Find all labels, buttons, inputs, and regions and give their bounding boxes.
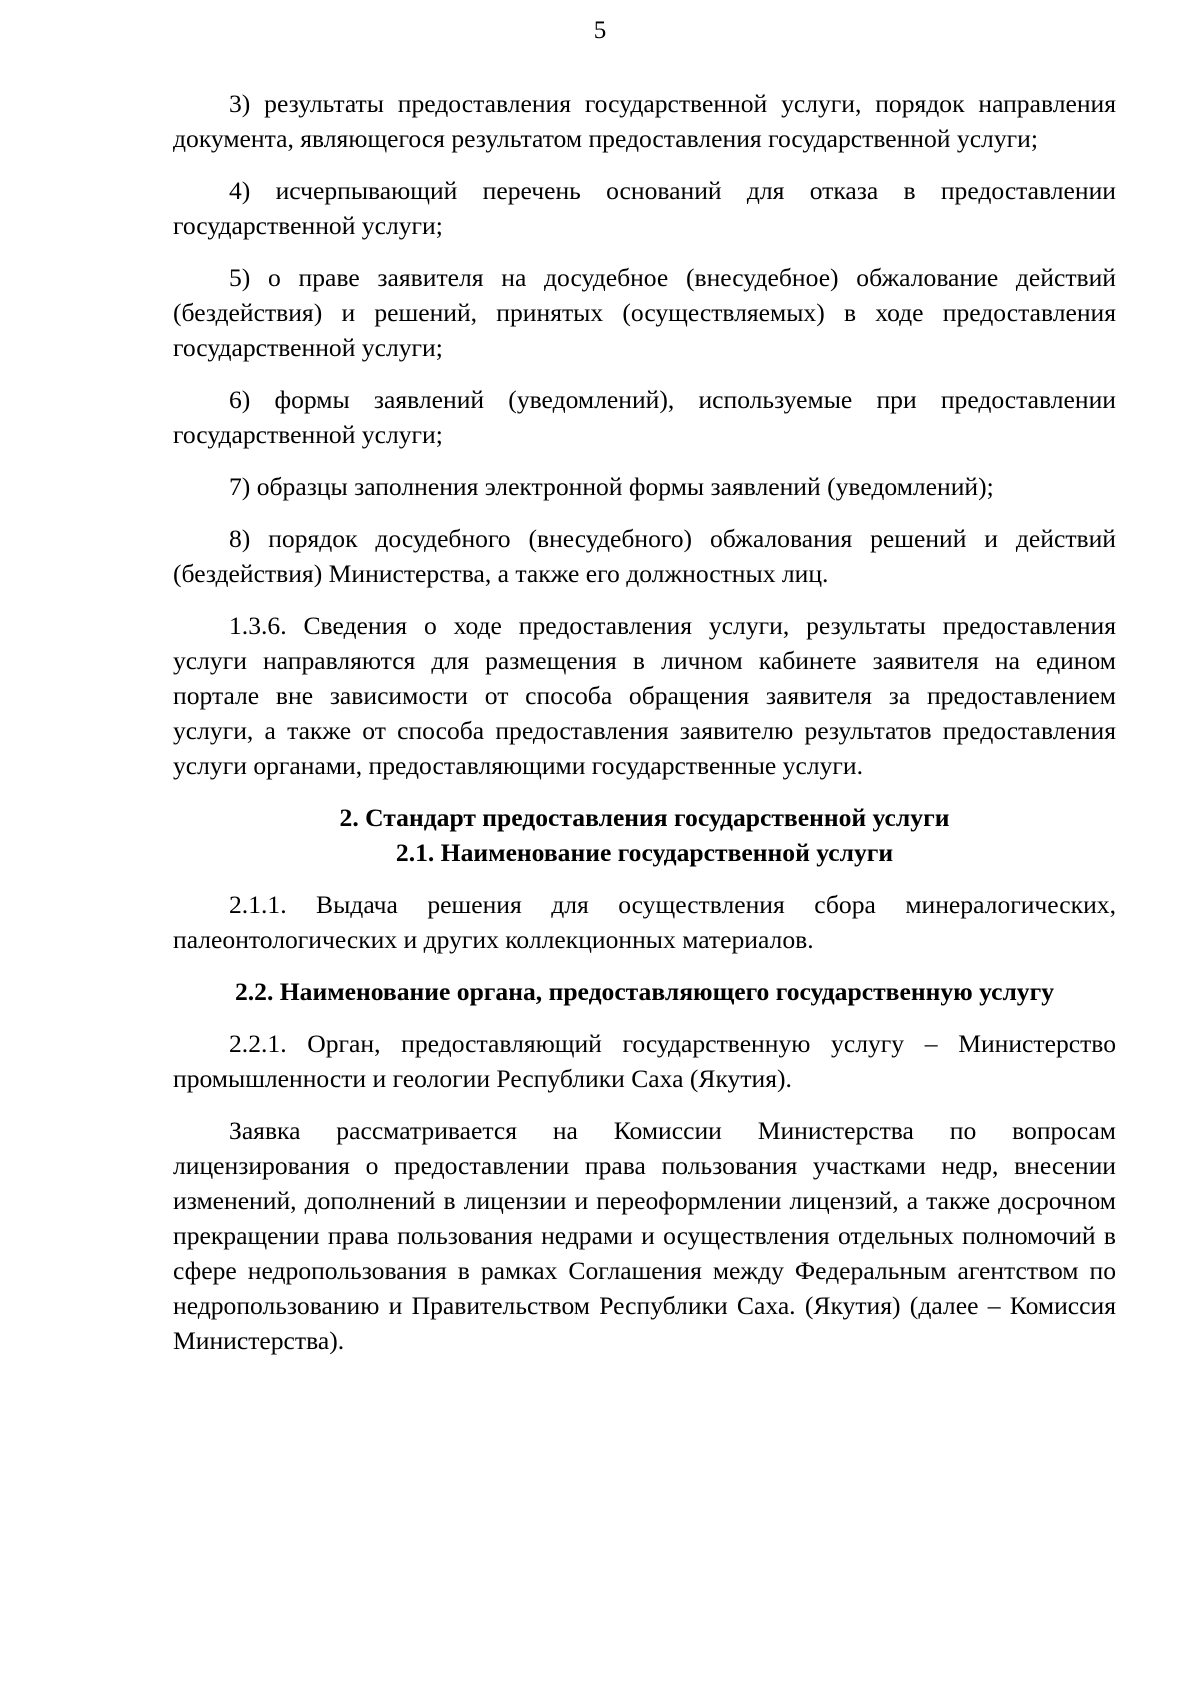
heading-section-2-2: 2.2. Наименование органа, предоставляющего государственную услугу (234, 977, 1055, 1006)
section-heading-2 (173, 800, 1116, 870)
paragraph-item-7: 7) образцы заполнения электронной формы заявлений (уведомлений); (229, 472, 994, 501)
paragraph-item-4: 4) исчерпывающий перечень оснований для отказа в предоставлении государственной услуги; (173, 176, 1116, 240)
paragraph-item-8: 8) порядок досудебного (внесудебного) обжалования решений и действий (бездействия) Министерства, а также его должностных лиц. (173, 524, 1116, 588)
paragraph-2-1-1: 2.1.1. Выдача решения для осуществления сбора минералогических, палеонтологических и других коллекционных материалов. (173, 890, 1116, 954)
paragraph-item-6: 6) формы заявлений (уведомлений), используемые при предоставлении государственной услуги; (173, 385, 1116, 449)
heading-section-2: 2. Стандарт предоставления государственной услуги (339, 803, 950, 832)
paragraph-item-5: 5) о праве заявителя на досудебное (внесудебное) обжалование действий (бездействия) и решений, принятых (осуществляемых) в ходе предоставления государственной услуги; (173, 263, 1116, 362)
page-number: 5 (593, 17, 607, 44)
paragraph-item-3: 3) результаты предоставления государственной услуги, порядок направления документа, являющегося результатом предоставления государственной услуги; (173, 89, 1116, 153)
document-body (173, 86, 1116, 1375)
heading-section-2-1: 2.1. Наименование государственной услуги (395, 838, 894, 867)
paragraph-application-review: Заявка рассматривается на Комиссии Министерства по вопросам лицензирования о предоставлении права пользования участками недр, внесении изменений, дополнений в лицензии и переоформлении лицензий, а также досрочном прекращении права пользования недрами и осуществления отдельных полномочий в сфере недропользования в рамках Соглашения между Федеральным агентством по недропользованию и Правительством Республики Саха. (Якутия) (далее – Комиссия Министерства). (173, 1116, 1116, 1355)
paragraph-2-2-1: 2.2.1. Орган, предоставляющий государственную услугу – Министерство промышленности и геологии Республики Саха (Якутия). (173, 1029, 1116, 1093)
paragraph-1-3-6: 1.3.6. Сведения о ходе предоставления услуги, результаты предоставления услуги направляются для размещения в личном кабинете заявителя на едином портале вне зависимости от способа обращения заявителя за предоставлением услуги, а также от способа предоставления заявителю результатов предоставления услуги органами, предоставляющими государственные услуги. (173, 611, 1116, 780)
